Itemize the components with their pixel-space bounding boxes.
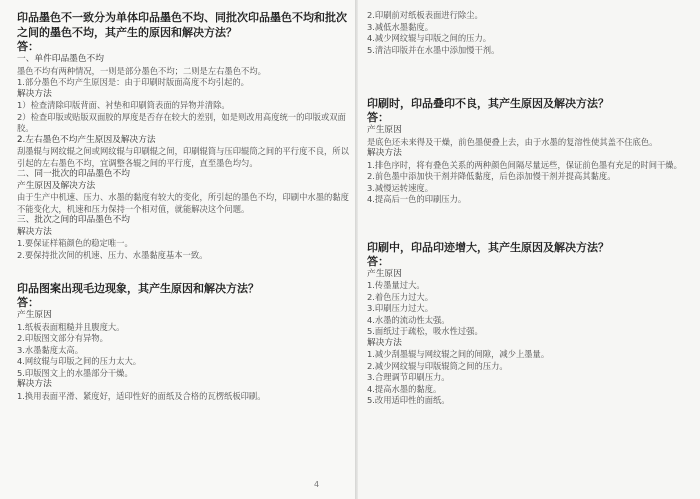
body-text: 刮墨辊与网纹辊之间或网纹辊与印刷辊之间，印刷辊筒与压印辊筒之间的平行度不良，所以引起的左右墨色不均，宜调整各辊之间的平行度，直至墨色均匀。 [17,146,349,168]
question-2: 印品图案出现毛边现象，其产生原因和解决方法？ [17,282,259,295]
question-1: 印品墨色不一致分为单体印品墨色不均、同批次印品墨色不均和批次之间的墨色不均，其产生的原因和解决方法？ [17,11,347,39]
sub-heading: 产生原因 [367,268,402,279]
list-item: 2.前色墨中添加快干剂并降低黏度，后色添加慢干剂并提高其黏度。 [367,171,616,181]
sub-heading: 解决方法 [367,337,402,348]
body-text: 1）检查清除印版背面、衬垫和印刷筒表面的异物并清除。 [17,100,230,110]
list-item: 1.减少刮墨辊与网纹辊之间的间隙，减少上墨量。 [367,349,550,359]
list-item: 2.印版图文部分有异物。 [17,333,108,343]
list-item: 5.印版图文上的水墨部分干燥。 [17,367,133,378]
list-item: 4.水墨的流动性太强。 [367,314,450,325]
list-item: 3.减低水墨黏度。 [367,21,433,32]
list-item: 1.纸板表面粗糙并且腹度大。 [17,321,125,332]
list-item: 1.传墨量过大。 [367,280,425,290]
answer-label-4: 答： [367,254,389,268]
sub-heading: 产生原因 [367,125,402,135]
body-text: 2）检查印版或贴版双面胶的厚度是否存在较大的差别，如是则改用高度统一的印版或双面胶。 [17,111,346,133]
section-heading: 二、同一批次的印品墨色不均 [17,169,130,179]
list-item: 3.印刷压力过大。 [367,303,433,313]
list-item: 3.水墨黏度太高。 [17,344,83,355]
list-item: 3.合理调节印刷压力。 [367,372,450,382]
list-item: 5.面纸过于疏松，吸水性过强。 [367,326,483,336]
sub-heading: 产生原因及解决方法 [17,180,96,191]
sub-heading: 产生原因 [17,310,52,320]
answer-label-1: 答： [17,40,39,53]
list-item: 1.排色序时，将有叠色关系的两种颜色间隔尽量远些，保证前色墨有充足的时间干燥。 [367,159,682,170]
list-item: 4.提高后一色的印刷压力。 [367,194,467,204]
body-text: 由于生产中机速、压力、水墨的黏度有较大的变化，所引起的墨色不均，印刷中水墨的黏度不能变化大，机速和压力保持一个相对值，就能解决这个问题。 [17,192,349,214]
answer-label-2: 答： [17,296,39,309]
sub-heading: 解决方法 [367,148,402,158]
list-item: 5.清洁印版并在水墨中添加慢干剂。 [367,44,500,55]
body-text: 是底色还未来得及干燥，前色墨便叠上去，由于水墨的复溶性使其盖不住底色。 [367,136,658,147]
sub-heading: 解决方法 [17,88,52,99]
body-text: 1.要保证样箱颜色的稳定唯一。 [17,238,133,248]
body-text: 墨色不均有两种情况，一则是部分墨色不均；二则是左右墨色不均。 [17,65,266,76]
body-text: 2.要保持批次间的机速、压力、水墨黏度基本一致。 [17,249,208,260]
left-column [17,10,349,402]
section-heading: 三、批次之间的印品墨色不均 [17,215,130,225]
body-text: 1.部分墨色不均产生原因是：由于印刷时版面高度不均引起的。 [17,77,249,87]
list-item: 4.减少网纹辊与印版之间的压力。 [367,33,492,43]
list-item: 5.改用适印性的面纸。 [367,395,450,405]
list-item: 1.换用表面平滑、紧度好，适印性好的面纸及合格的瓦楞纸板印刷。 [17,390,266,401]
list-item: 2.着色压力过大。 [367,291,433,302]
question-3: 印刷时，印品叠印不良，其产生原因及解决方法？ [367,97,609,110]
list-item: 2.减少网纹辊与印版辊筒之间的压力。 [367,360,508,371]
sub-heading: 2.左右墨色不均产生原因及解决方法 [17,134,156,145]
list-item: 3.减慢运转速度。 [367,182,433,193]
list-item: 4.网纹辊与印版之间的压力太大。 [17,356,142,366]
section-heading: 一、单件印品墨色不均 [17,54,104,64]
sub-heading: 解决方法 [17,379,52,389]
sub-heading: 解决方法 [17,226,52,237]
right-page [358,0,700,499]
question-4: 印刷中，印品印迹增大，其产生原因及解决方法？ [367,240,609,254]
answer-label-3: 答： [367,111,389,124]
right-column [367,10,693,407]
list-item: 2.印刷前对纸板表面进行除尘。 [367,10,483,20]
page-number: 4 [314,480,320,489]
list-item: 4.提高水墨的黏度。 [367,383,442,394]
